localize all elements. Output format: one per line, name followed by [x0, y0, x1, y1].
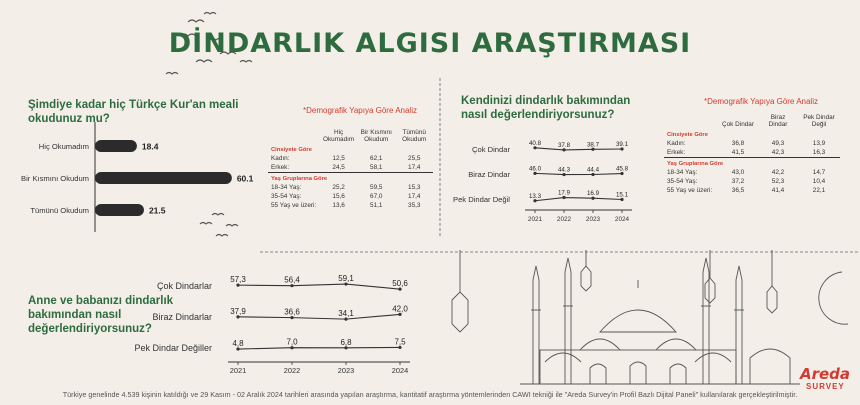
data-label: 7,5 — [394, 337, 406, 347]
data-label: 39.1 — [615, 141, 629, 148]
data-label: 17.9 — [557, 189, 571, 197]
page-title: DİNDARLIK ALGISI ARAŞTIRMASI — [168, 28, 692, 59]
data-label: 15.1 — [615, 191, 629, 199]
areda-logo-subtitle: SURVEY — [806, 382, 845, 391]
x-tick-label: 2022 — [556, 216, 572, 223]
table-cell: 14,7 — [812, 169, 826, 176]
bar-category-label: Bir Kısmını Okudum — [21, 174, 89, 183]
parents-religiosity-line-chart — [134, 262, 410, 384]
table-cell: 42,3 — [771, 149, 785, 156]
x-tick-label: 2023 — [337, 366, 355, 375]
data-label: 40.8 — [528, 139, 542, 147]
table-cell: 12,5 — [332, 155, 345, 162]
data-label: 44.4 — [586, 166, 600, 174]
q1-group-age: Yaş Gruplarına Göre — [268, 173, 433, 184]
q1-demographic-note: *Demografik Yapıya Göre Analiz — [303, 106, 417, 115]
table-cell: 25,5 — [408, 155, 421, 162]
table-cell: Kadın: — [271, 155, 290, 162]
table-cell: 37,2 — [731, 178, 745, 185]
table-cell: 42,2 — [771, 169, 785, 176]
q2-question: Kendinizi dindarlık bakımından nasıl değerlendiriyorsunuz? — [461, 95, 631, 121]
table-cell: 52,3 — [771, 178, 785, 185]
table-cell: 41,4 — [771, 187, 785, 194]
table-cell: 18-34 Yaş: — [271, 184, 302, 191]
footer-note: Türkiye genelinde 4.539 kişinin katıldığı ve 29 Kasım - 02 Aralık 2024 tarihleri arasında yapılan araştırma, kantitatif araştırma yöntemlerinden CAWI tekniği ile "Areda Survey'in Profil Bazlı Dijital Paneli" kullanılarak gerçekleştirilmiştir. — [62, 390, 798, 399]
data-label: 45.8 — [615, 165, 629, 173]
q1-table-header: Bir Kısmını Okudum — [360, 129, 392, 143]
bar-value-label: 21.5 — [148, 205, 166, 216]
x-tick-label: 2023 — [585, 216, 601, 223]
data-label: 37.8 — [557, 141, 571, 149]
series-label: Pek Dindar Değil — [453, 195, 510, 204]
q1-group-gender: Cinsiyete Göre — [271, 147, 312, 153]
q3-question: Anne ve babanızı dindarlık bakımından nasıl değerlendiriyorsunuz? — [28, 295, 174, 335]
series-line — [238, 284, 400, 289]
series-label: Çok Dindar — [472, 145, 510, 154]
x-tick-label: 2024 — [391, 366, 409, 375]
table-cell: 35,3 — [408, 202, 421, 209]
q2-table-header: Pek Dindar Değil — [803, 114, 835, 128]
table-cell: 49,3 — [771, 140, 785, 147]
series-line — [238, 314, 400, 319]
table-cell: 43,0 — [731, 169, 745, 176]
table-cell: 10,4 — [812, 178, 826, 185]
table-cell: 17,4 — [408, 164, 421, 171]
q2-group-age: Yaş Gruplarına Göre — [664, 158, 840, 169]
table-cell: 22,1 — [812, 187, 826, 194]
table-cell: 16,3 — [812, 149, 826, 156]
data-label: 46.0 — [528, 165, 542, 173]
data-label: 57,3 — [230, 275, 246, 285]
table-cell: 55 Yaş ve üzeri: — [271, 202, 317, 209]
data-label: 37,9 — [230, 306, 246, 316]
table-cell: 35-54 Yaş: — [271, 193, 302, 200]
series-line — [238, 347, 400, 349]
series-line — [535, 173, 622, 174]
table-cell: 13,9 — [812, 140, 826, 147]
table-cell: 25,2 — [332, 184, 345, 191]
series-line — [535, 148, 622, 150]
bar-category-label: Tümünü Okudum — [30, 206, 89, 215]
data-label: 13.3 — [528, 192, 542, 200]
q2-demographic-note: *Demografik Yapıya Göre Analiz — [704, 97, 818, 106]
x-tick-label: 2021 — [229, 366, 247, 375]
x-tick-label: 2024 — [614, 216, 630, 223]
table-cell: 15,3 — [408, 184, 421, 191]
table-cell: 13,6 — [332, 202, 345, 209]
table-cell: 18-34 Yaş: — [667, 169, 698, 176]
table-cell: 51,1 — [370, 202, 383, 209]
bar-category-label: Hiç Okumadım — [38, 142, 89, 151]
table-cell: 41,5 — [731, 149, 745, 156]
table-cell: Erkek: — [271, 164, 290, 171]
areda-logo: Areda — [800, 365, 851, 383]
table-cell: 55 Yaş ve üzeri: — [667, 187, 713, 194]
q2-table-header: Çok Dindar — [722, 121, 754, 128]
data-label: 4,8 — [232, 339, 244, 349]
table-cell: Kadın: — [667, 140, 686, 147]
table-cell: 59,5 — [370, 184, 383, 191]
self-religiosity-line-chart — [450, 132, 650, 228]
table-cell: 15,6 — [332, 193, 345, 200]
x-tick-label: 2022 — [283, 366, 301, 375]
q1-table-header: Tümünü Okudum — [402, 129, 427, 143]
series-line — [535, 198, 622, 201]
data-label: 42,0 — [392, 304, 408, 314]
bar-value-label: 60.1 — [236, 173, 254, 184]
data-label: 6,8 — [340, 337, 352, 347]
data-label: 36,6 — [284, 307, 300, 317]
data-label: 56,4 — [284, 275, 300, 285]
q2-table-header — [664, 113, 718, 129]
data-label: 34,1 — [338, 309, 354, 319]
q1-table-header: Hiç Okumadım — [323, 129, 355, 143]
table-cell: 62,1 — [370, 155, 383, 162]
table-cell: 24,5 — [332, 164, 345, 171]
bar-value-label: 18.4 — [141, 141, 159, 152]
data-label: 59,1 — [338, 274, 354, 284]
q2-table-header: Biraz Dindar — [768, 114, 788, 128]
data-label: 7,0 — [286, 337, 298, 347]
mosque-illustration — [440, 250, 860, 390]
q2-group-gender: Cinsiyete Göre — [667, 132, 708, 138]
table-cell: 67,0 — [370, 193, 383, 200]
series-label: Pek Dindar Değiller — [134, 343, 212, 353]
data-label: 44.3 — [557, 166, 571, 174]
table-cell: 36,5 — [731, 187, 745, 194]
table-cell: 17,4 — [408, 193, 421, 200]
data-label: 16.9 — [586, 190, 600, 198]
series-label: Biraz Dindar — [468, 170, 510, 179]
table-cell: 36,8 — [731, 140, 745, 147]
table-cell: 35-54 Yaş: — [667, 178, 698, 185]
table-cell: Erkek: — [667, 149, 686, 156]
q1-question: Şimdiye kadar hiç Türkçe Kur'an meali okudunuz mu? — [28, 99, 239, 125]
table-cell: 58,1 — [370, 164, 383, 171]
q2-demographic-table — [664, 113, 840, 195]
data-label: 50,6 — [392, 279, 408, 289]
x-tick-label: 2021 — [527, 216, 543, 223]
data-label: 38.7 — [586, 141, 600, 149]
series-label: Çok Dindarlar — [156, 281, 212, 291]
series-label: Biraz Dindarlar — [152, 312, 212, 322]
